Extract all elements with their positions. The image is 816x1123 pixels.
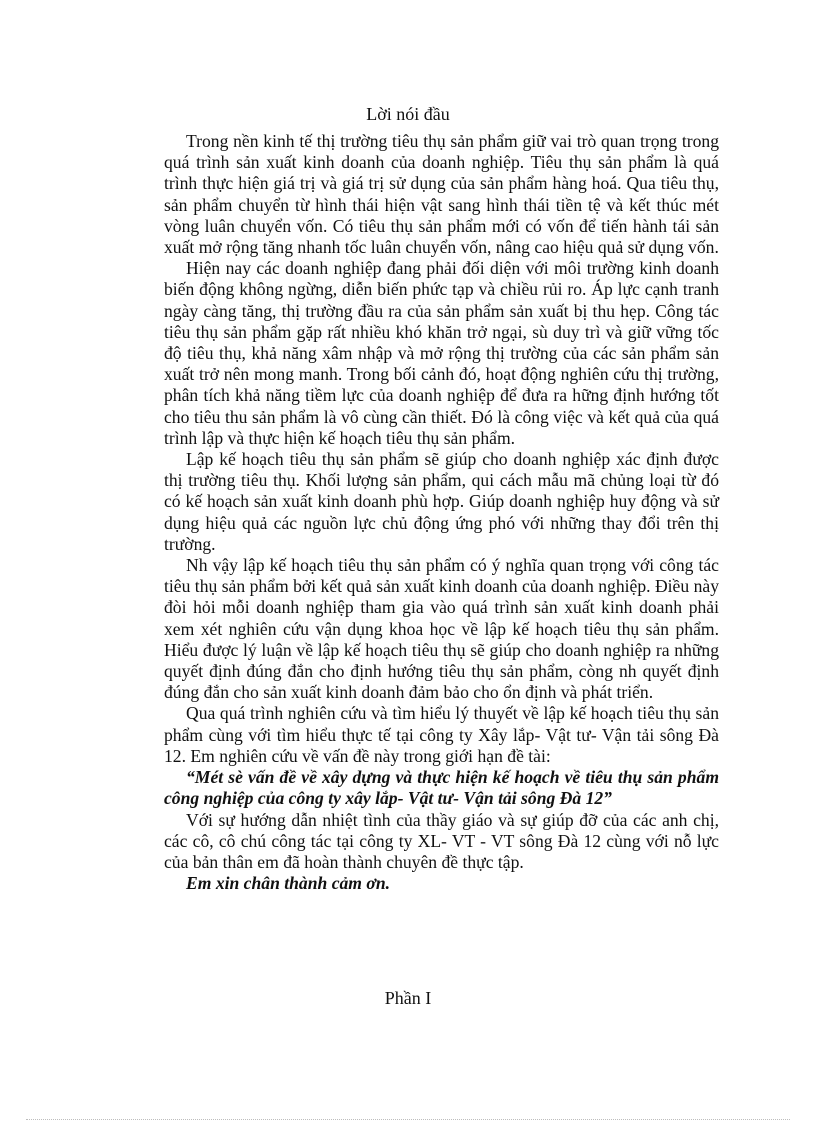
paragraph-5: Qua quá trình nghiên cứu và tìm hiểu lý thuyết về lập kế hoạch tiêu thụ sản phẩm cùng với tìm hiểu thực tế tại công ty Xây lắp- Vật tư- Vận tải sông Đà 12. Em nghiên cứu về vấn đề này trong giới hạn đề tài:	[164, 703, 719, 766]
document-title: Lời nói đầu	[366, 104, 450, 124]
document-body	[164, 131, 719, 894]
paragraph-3: Lập kế hoạch tiêu thụ sản phẩm sẽ giúp cho doanh nghiệp xác định được thị trường tiêu thụ. Khối lượng sản phẩm, qui cách mẫu mã chủng loại từ đó có kế hoạch sản xuất kinh doanh phù hợp. Giúp doanh nghiệp huy động và sử dụng hiệu quả các nguồn lực chủ động ứng phó với những thay đổi trên thị trường.	[164, 449, 719, 554]
thesis-topic: “Mét sè vấn đề về xây dựng và thực hiện kế hoạch về tiêu thụ sản phẩm công nghiệp của công ty xây lắp- Vật tư- Vận tải sông Đà 12”	[164, 767, 719, 809]
acknowledgement-paragraph: Với sự hướng dẫn nhiệt tình của thầy giáo và sự giúp đỡ của các anh chị, các cô, cô chú công tác tại công ty XL- VT - VT sông Đà 12 cùng với nỗ lực của bản thân em đã hoàn thành chuyên đề thực tập.	[164, 809, 719, 872]
section-heading: Phần I	[384, 988, 432, 1008]
thanks-line: Em xin chân thành cảm ơn.	[186, 873, 391, 894]
paragraph-4: Nh vậy lập kế hoạch tiêu thụ sản phẩm có ý nghĩa quan trọng với công tác tiêu thụ sản phẩm bởi kết quả sản xuất kinh doanh của doanh nghiệp. Điều này đòi hỏi mỗi doanh nghiệp tham gia vào quá trình sản xuất kinh doanh phải xem xét nghiên cứu vận dụng khoa học về lập kế hoạch tiêu thụ sản phẩm. Hiểu được lý luận về lập kế hoạch tiêu thụ sẽ giúp cho doanh nghiệp ra những quyết định đúng đắn cho định hướng tiêu thụ sản phẩm, còng nh quyết định đúng đắn cho sản xuất kinh doanh đảm bảo cho ổn định và phát triển.	[164, 555, 719, 703]
paragraph-1: Trong nền kinh tế thị trường tiêu thụ sản phẩm giữ vai trò quan trọng trong quá trình sản xuất kinh doanh của doanh nghiệp. Tiêu thụ sản phẩm là quá trình thực hiện giá trị và giá trị sử dụng của sản phẩm hàng hoá. Qua tiêu thụ, sản phẩm chuyển từ hình thái hiện vật sang hình thái tiền tệ và kết thúc mét vòng luân chuyển vốn. Có tiêu thụ sản phẩm mới có vốn để tiến hành tái sản xuất mở rộng tăng nhanh tốc luân chuyển vốn, nâng cao hiệu quả sử dụng vốn.	[164, 131, 719, 258]
page-footer-divider	[26, 1119, 790, 1120]
paragraph-2: Hiện nay các doanh nghiệp đang phải đối diện với môi trường kinh doanh biến động không ngừng, diễn biến phức tạp và chiều rủi ro. Áp lực cạnh tranh ngày càng tăng, thị trường đầu ra của sản phẩm sản xuất bị thu hẹp. Công tác tiêu thụ sản phẩm gặp rất nhiều khó khăn trở ngại, sù duy trì và giữ vững tốc độ tiêu thụ, khả năng xâm nhập và mở rộng thị trường của các sản phẩm sản xuất trở nên mong manh. Trong bối cảnh đó, hoạt động nghiên cứu thị trường, phân tích khả năng tiềm lực của doanh nghiệp để đưa ra hững định hướng tốt cho tiêu thu sản phẩm là vô cùng cần thiết. Đó là công việc và kết quả của quá trình lập và thực hiện kế hoạch tiêu thụ sản phẩm.	[164, 258, 719, 448]
